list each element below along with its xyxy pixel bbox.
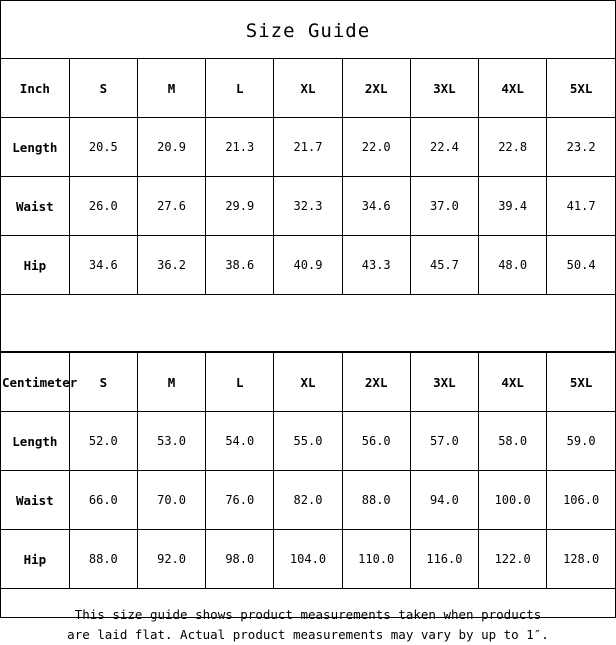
footnote bbox=[1, 589, 615, 645]
column-header-l: L bbox=[206, 353, 274, 412]
centimeter-table-wrapper bbox=[1, 352, 615, 589]
cell-cm-hip-5xl: 128.0 bbox=[547, 530, 615, 589]
cell-inch-hip-s: 34.6 bbox=[69, 236, 137, 295]
cell-cm-hip-xl: 104.0 bbox=[274, 530, 342, 589]
column-header-xl: XL bbox=[274, 59, 342, 118]
cell-cm-hip-l: 98.0 bbox=[206, 530, 274, 589]
table-header-row bbox=[1, 353, 615, 412]
row-label-hip: Hip bbox=[1, 530, 69, 589]
table-row bbox=[1, 530, 615, 589]
cell-inch-hip-4xl: 48.0 bbox=[479, 236, 547, 295]
cell-inch-waist-3xl: 37.0 bbox=[410, 177, 478, 236]
cell-inch-waist-5xl: 41.7 bbox=[547, 177, 615, 236]
cell-cm-waist-4xl: 100.0 bbox=[479, 471, 547, 530]
cell-cm-waist-xl: 82.0 bbox=[274, 471, 342, 530]
unit-label-inch: Inch bbox=[1, 59, 69, 118]
page-title: Size Guide bbox=[245, 20, 371, 42]
table-header-row bbox=[1, 59, 615, 118]
column-header-m: M bbox=[137, 353, 205, 412]
cell-inch-waist-2xl: 34.6 bbox=[342, 177, 410, 236]
column-header-4xl: 4XL bbox=[479, 353, 547, 412]
row-label-length: Length bbox=[1, 118, 69, 177]
cell-inch-hip-2xl: 43.3 bbox=[342, 236, 410, 295]
table-row bbox=[1, 177, 615, 236]
cell-inch-hip-m: 36.2 bbox=[137, 236, 205, 295]
cell-inch-length-xl: 21.7 bbox=[274, 118, 342, 177]
column-header-2xl: 2XL bbox=[342, 59, 410, 118]
row-label-waist: Waist bbox=[1, 177, 69, 236]
cell-cm-length-l: 54.0 bbox=[206, 412, 274, 471]
cell-cm-waist-l: 76.0 bbox=[206, 471, 274, 530]
cell-cm-waist-3xl: 94.0 bbox=[410, 471, 478, 530]
column-header-m: M bbox=[137, 59, 205, 118]
footnote-line-2: are laid flat. Actual product measurements may vary by up to 1″. bbox=[67, 627, 549, 642]
cell-cm-length-3xl: 57.0 bbox=[410, 412, 478, 471]
table-divider-gap bbox=[1, 295, 615, 352]
table-row bbox=[1, 412, 615, 471]
row-label-length: Length bbox=[1, 412, 69, 471]
table-row bbox=[1, 471, 615, 530]
cell-inch-length-2xl: 22.0 bbox=[342, 118, 410, 177]
column-header-l: L bbox=[206, 59, 274, 118]
cell-cm-waist-m: 70.0 bbox=[137, 471, 205, 530]
cell-inch-hip-xl: 40.9 bbox=[274, 236, 342, 295]
cell-inch-waist-l: 29.9 bbox=[206, 177, 274, 236]
column-header-xl: XL bbox=[274, 353, 342, 412]
cell-cm-length-s: 52.0 bbox=[69, 412, 137, 471]
column-header-2xl: 2XL bbox=[342, 353, 410, 412]
row-label-waist: Waist bbox=[1, 471, 69, 530]
cell-cm-hip-4xl: 122.0 bbox=[479, 530, 547, 589]
cell-cm-waist-5xl: 106.0 bbox=[547, 471, 615, 530]
cell-inch-waist-m: 27.6 bbox=[137, 177, 205, 236]
cell-cm-length-5xl: 59.0 bbox=[547, 412, 615, 471]
cell-inch-waist-s: 26.0 bbox=[69, 177, 137, 236]
column-header-5xl: 5XL bbox=[547, 353, 615, 412]
column-header-3xl: 3XL bbox=[410, 353, 478, 412]
cell-cm-length-4xl: 58.0 bbox=[479, 412, 547, 471]
column-header-s: S bbox=[69, 59, 137, 118]
inch-size-table bbox=[1, 58, 615, 295]
cell-cm-hip-2xl: 110.0 bbox=[342, 530, 410, 589]
centimeter-size-table bbox=[1, 352, 615, 589]
cell-inch-waist-xl: 32.3 bbox=[274, 177, 342, 236]
cell-inch-length-4xl: 22.8 bbox=[479, 118, 547, 177]
column-header-5xl: 5XL bbox=[547, 59, 615, 118]
cell-inch-hip-3xl: 45.7 bbox=[410, 236, 478, 295]
cell-inch-length-5xl: 23.2 bbox=[547, 118, 615, 177]
cell-inch-hip-5xl: 50.4 bbox=[547, 236, 615, 295]
cell-inch-length-l: 21.3 bbox=[206, 118, 274, 177]
cell-cm-hip-3xl: 116.0 bbox=[410, 530, 478, 589]
cell-inch-length-m: 20.9 bbox=[137, 118, 205, 177]
cell-cm-length-2xl: 56.0 bbox=[342, 412, 410, 471]
footnote-line-1: This size guide shows product measurements taken when products bbox=[74, 607, 542, 622]
cell-cm-hip-s: 88.0 bbox=[69, 530, 137, 589]
cell-cm-hip-m: 92.0 bbox=[137, 530, 205, 589]
cell-inch-length-s: 20.5 bbox=[69, 118, 137, 177]
column-header-3xl: 3XL bbox=[410, 59, 478, 118]
table-row bbox=[1, 236, 615, 295]
cell-inch-waist-4xl: 39.4 bbox=[479, 177, 547, 236]
row-label-hip: Hip bbox=[1, 236, 69, 295]
column-header-4xl: 4XL bbox=[479, 59, 547, 118]
cell-cm-waist-s: 66.0 bbox=[69, 471, 137, 530]
unit-label-centimeter: Centimeter bbox=[1, 353, 69, 412]
cell-inch-hip-l: 38.6 bbox=[206, 236, 274, 295]
cell-cm-length-xl: 55.0 bbox=[274, 412, 342, 471]
column-header-s: S bbox=[69, 353, 137, 412]
cell-cm-length-m: 53.0 bbox=[137, 412, 205, 471]
table-row bbox=[1, 118, 615, 177]
cell-cm-waist-2xl: 88.0 bbox=[342, 471, 410, 530]
cell-inch-length-3xl: 22.4 bbox=[410, 118, 478, 177]
inch-table-wrapper bbox=[1, 58, 615, 295]
